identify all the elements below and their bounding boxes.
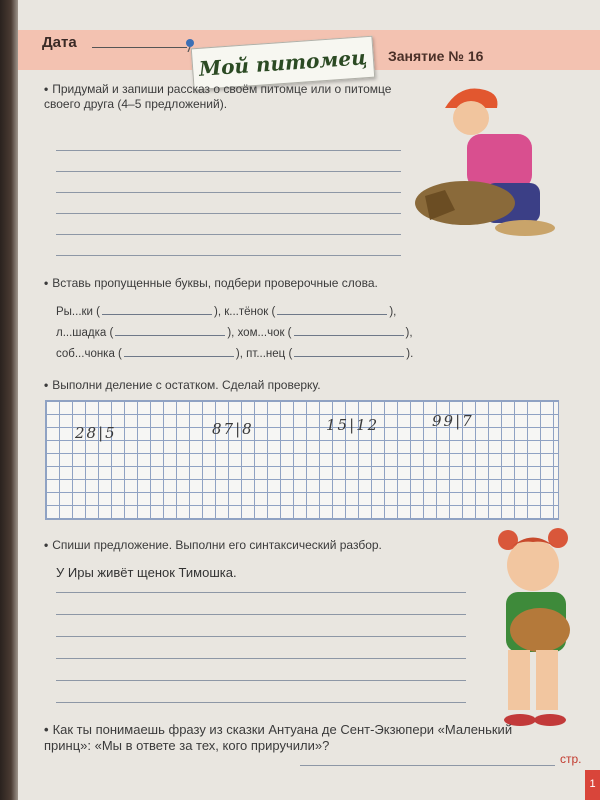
writing-line — [56, 150, 401, 151]
task-1-text: • Придумай и запиши рассказ о своём питомце или о питомце своего друга (4–5 предложений). — [44, 82, 392, 111]
writing-line — [56, 614, 466, 615]
writing-line — [56, 592, 466, 593]
division-example: 28|5 — [75, 424, 117, 442]
fill-row: соб...чонка ( ), пт...нец ( ). — [56, 348, 414, 360]
task-3-text: • Выполни деление с остатком. Сделай проверку. — [44, 378, 321, 392]
squared-grid[interactable] — [45, 400, 559, 520]
division-example: 15|12 — [326, 416, 380, 434]
lesson-number: Занятие № 16 — [388, 48, 484, 64]
writing-line — [56, 702, 466, 703]
task-4-text: • Спиши предложение. Выполни его синтаксический разбор. — [44, 538, 382, 552]
division-example: 87|8 — [212, 420, 254, 438]
writing-line — [56, 234, 401, 235]
answer-blank[interactable] — [124, 346, 234, 357]
writing-line — [56, 255, 401, 256]
task-2-text: • Вставь пропущенные буквы, подбери проверочные слова. — [44, 276, 378, 290]
division-example: 99|7 — [432, 412, 474, 430]
answer-blank[interactable] — [277, 304, 387, 315]
page-number: 1 — [585, 770, 600, 800]
answer-blank[interactable] — [102, 304, 212, 315]
writing-line — [300, 765, 555, 766]
fill-row: л...шадка ( ), хом...чок ( ), — [56, 327, 413, 339]
fill-row: Ры...ки ( ), к...тёнок ( ), — [56, 306, 397, 318]
answer-blank[interactable] — [294, 346, 404, 357]
boy-with-cat-illustration — [405, 78, 565, 246]
page-title: Мой питомец — [198, 45, 368, 81]
page-ref-label: стр. — [560, 752, 582, 766]
writing-line — [56, 213, 401, 214]
writing-line — [56, 680, 466, 681]
answer-blank[interactable] — [294, 325, 404, 336]
writing-line — [56, 192, 401, 193]
answer-blank[interactable] — [115, 325, 225, 336]
writing-line — [56, 636, 466, 637]
task-5-text: • Как ты понимаешь фразу из сказки Антуана де Сент-Экзюпери «Маленький принц»: «Мы в ответе за тех, кого приручили»? — [44, 722, 513, 753]
date-label: Дата — [42, 34, 77, 51]
date-line — [92, 47, 187, 48]
writing-line — [56, 658, 466, 659]
girl-with-puppy-illustration — [478, 520, 588, 730]
sentence-to-copy: У Иры живёт щенок Тимошка. — [56, 565, 237, 580]
writing-line — [56, 171, 401, 172]
